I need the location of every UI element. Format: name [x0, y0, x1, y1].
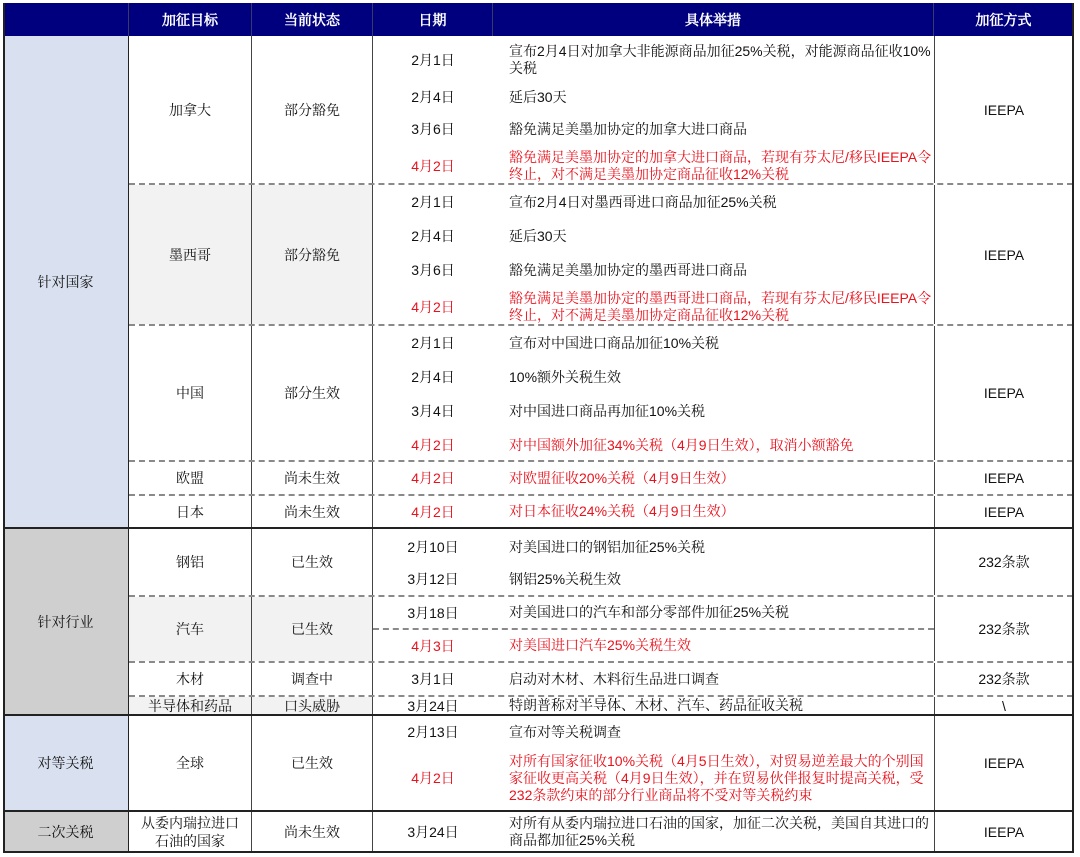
header-method: 加征方式: [975, 11, 1032, 28]
event-date: 2月13日: [407, 724, 459, 740]
event-row: [373, 82, 934, 112]
event-row: [373, 360, 934, 394]
events: [373, 697, 934, 714]
event-date: 2月4日: [411, 369, 455, 385]
event-date: 2月10日: [407, 539, 459, 555]
event-text: 对欧盟征收20%关税（4月9日生效）: [509, 469, 735, 486]
status-cell: 口头威胁: [252, 697, 373, 714]
event-row: [373, 219, 934, 253]
event-row: [373, 462, 934, 494]
event-text: 宣布2月4日对墨西哥进口商品加征25%关税: [509, 193, 777, 210]
event-text: 豁免满足美墨加协定的加拿大进口商品: [509, 120, 747, 137]
event-date: 3月6日: [411, 262, 455, 278]
target-cell: 日本: [129, 496, 252, 527]
event-date: 3月6日: [411, 121, 455, 137]
event-text: 宣布对等关税调查: [509, 723, 621, 740]
row-semiconductors-pharma: [129, 697, 1073, 716]
method-cell: IEEPA: [934, 462, 1073, 494]
event-text: 宣布对中国进口商品加征10%关税: [509, 334, 720, 351]
event-text: 豁免满足美墨加协定的墨西哥进口商品: [509, 261, 747, 278]
event-date: 4月2日: [411, 470, 455, 486]
event-date: 2月1日: [411, 335, 455, 351]
event-date: 3月24日: [407, 824, 459, 840]
method-cell: 232条款: [934, 529, 1073, 595]
status-cell: 尚未生效: [252, 496, 373, 527]
event-date: 3月4日: [411, 403, 455, 419]
event-row: [373, 326, 934, 360]
row-steel-aluminum: [129, 529, 1073, 597]
row-wood: [129, 663, 1073, 697]
event-row: [373, 112, 934, 146]
event-date: 3月1日: [411, 671, 455, 687]
events: [373, 185, 934, 324]
events: [373, 462, 934, 494]
target-cell: 从委内瑞拉进口石油的国家: [129, 812, 252, 852]
event-text: 对美国进口的汽车和部分零部件加征25%关税: [509, 604, 790, 620]
events: [373, 716, 934, 810]
event-row: [373, 630, 934, 661]
event-row: [373, 428, 934, 462]
event-row: [373, 718, 934, 746]
event-date: 2月1日: [411, 52, 455, 68]
event-row: [373, 697, 934, 714]
method-cell: IEEPA: [934, 496, 1073, 527]
row-mexico: [129, 185, 1073, 326]
event-date: 2月4日: [411, 89, 455, 105]
event-text: 10%额外关税生效: [509, 368, 622, 385]
status-cell: 尚未生效: [252, 812, 373, 852]
method-cell: IEEPA: [934, 812, 1073, 852]
row-japan: [129, 496, 1073, 529]
category-secondary: 二次关税: [3, 812, 129, 852]
event-row: [373, 597, 934, 630]
event-date: 2月1日: [411, 194, 455, 210]
row-autos: [129, 597, 1073, 663]
event-row: [373, 38, 934, 82]
event-text: 对美国进口的钢铝加征25%关税: [509, 538, 706, 555]
events: [373, 326, 934, 460]
table-header: [3, 3, 1073, 36]
row-canada: [129, 36, 1073, 185]
event-date: 3月24日: [407, 697, 459, 714]
status-cell: 已生效: [252, 716, 373, 810]
event-text: 豁免满足美墨加协定的加拿大进口商品，若现有芬太尼/移民IEEPA令终止，对不满足美墨加协定商品征收12%关税: [509, 148, 932, 182]
event-row: [373, 496, 934, 527]
event-row: [373, 253, 934, 287]
header-target: 加征目标: [129, 3, 252, 36]
status-cell: 部分豁免: [252, 185, 373, 324]
status-cell: 部分豁免: [252, 36, 373, 183]
method-cell: 232条款: [934, 597, 1073, 661]
events: [373, 36, 934, 183]
status-cell: 调查中: [252, 663, 373, 695]
event-text: 启动对木材、木料衍生品进口调查: [509, 670, 719, 687]
event-date: 4月2日: [411, 503, 455, 520]
event-row: [373, 746, 934, 810]
target-cell: 加拿大: [129, 36, 252, 183]
event-row: [373, 185, 934, 219]
event-text: 特朗普称对半导体、木材、汽车、药品征收关税: [509, 697, 803, 713]
event-date: 4月3日: [411, 637, 455, 654]
method-cell: IEEPA: [934, 326, 1073, 460]
target-cell: 半导体和药品: [129, 697, 252, 714]
event-row: [373, 531, 934, 563]
event-text: 延后30天: [509, 88, 567, 105]
header-category: [3, 3, 129, 36]
event-text: 对日本征收24%关税（4月9日生效）: [509, 503, 735, 519]
event-date: 3月12日: [407, 571, 459, 587]
events: [373, 812, 934, 852]
target-cell: 墨西哥: [129, 185, 252, 324]
event-date: 3月18日: [407, 604, 459, 621]
target-cell: 中国: [129, 326, 252, 460]
target-cell: 欧盟: [129, 462, 252, 494]
header-status: 当前状态: [252, 3, 373, 36]
event-text: 延后30天: [509, 227, 567, 244]
target-cell: 木材: [129, 663, 252, 695]
event-row: [373, 394, 934, 428]
row-china: [129, 326, 1073, 462]
status-cell: 部分生效: [252, 326, 373, 460]
method-cell: IEEPA: [934, 36, 1073, 183]
target-cell: 钢铝: [129, 529, 252, 595]
event-text: 钢铝25%关税生效: [509, 570, 622, 587]
events: [373, 529, 934, 595]
method-cell: \: [934, 697, 1073, 714]
event-date: 4月2日: [411, 437, 455, 453]
events: [373, 496, 934, 527]
event-row: [373, 663, 934, 695]
category-reciprocal: 对等关税: [3, 716, 129, 812]
row-venezuela-oil: [129, 812, 1073, 852]
event-text: 对中国进口商品再加征10%关税: [509, 402, 706, 419]
event-date: 4月2日: [411, 298, 455, 315]
event-date: 2月4日: [411, 228, 455, 244]
events: [373, 597, 934, 661]
event-text: 对所有国家征收10%关税（4月5日生效），对贸易逆差最大的个别国家征收更高关税（4月9日生效），并在贸易伙伴报复时提高关税，受232条款约束的部分行业商品将不受对等关税约束: [509, 752, 924, 803]
method-cell: IEEPA: [934, 185, 1073, 324]
target-cell: 汽车: [129, 597, 252, 661]
event-row: [373, 812, 934, 852]
event-text: 对中国额外加征34%关税（4月9日生效），取消小额豁免: [509, 436, 854, 453]
category-country: 针对国家: [3, 36, 129, 529]
status-cell: 尚未生效: [252, 462, 373, 494]
events: [373, 663, 934, 695]
header-date: 日期: [373, 3, 493, 36]
event-date: 4月2日: [411, 770, 455, 786]
event-text: 对美国进口汽车25%关税生效: [509, 637, 692, 653]
category-industry: 针对行业: [3, 529, 129, 716]
method-cell: IEEPA: [934, 716, 1073, 810]
event-date: 4月2日: [411, 157, 455, 174]
event-text: 宣布2月4日对加拿大非能源商品加征25%关税，对能源商品征收10%关税: [509, 43, 931, 76]
status-cell: 已生效: [252, 597, 373, 661]
event-row: [373, 287, 934, 326]
method-cell: 232条款: [934, 663, 1073, 695]
event-row: [373, 563, 934, 595]
event-text: 豁免满足美墨加协定的墨西哥进口商品，若现有芬太尼/移民IEEPA令终止，对不满足美墨加协定商品征收12%关税: [509, 289, 932, 323]
event-row: [373, 146, 934, 185]
event-text: 对所有从委内瑞拉进口石油的国家，加征二次关税，美国自其进口的商品都加征25%关税: [509, 815, 929, 848]
row-global: [129, 716, 1073, 812]
header-measures: 具体举措: [493, 3, 934, 36]
row-eu: [129, 462, 1073, 496]
target-cell: 全球: [129, 716, 252, 810]
status-cell: 已生效: [252, 529, 373, 595]
